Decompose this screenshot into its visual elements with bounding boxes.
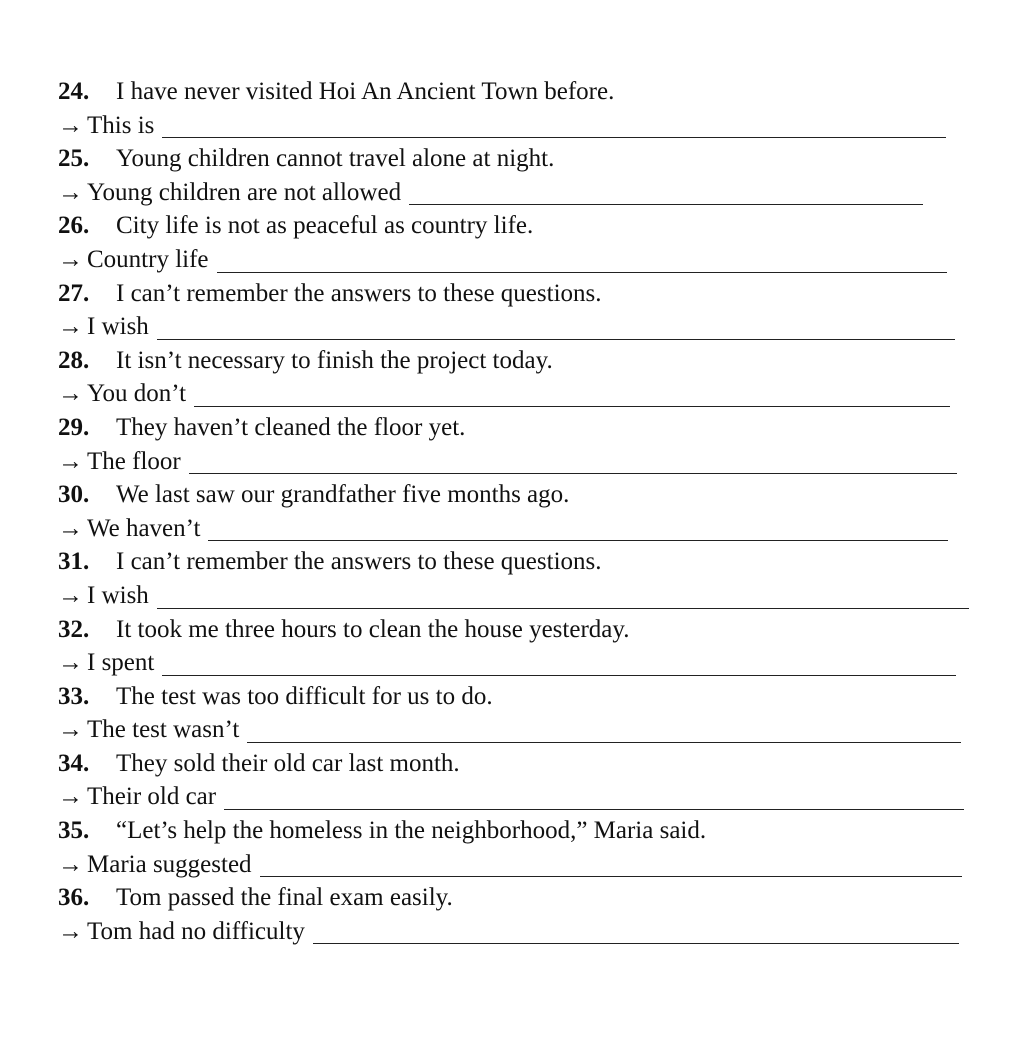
arrow-icon: → xyxy=(58,178,83,206)
question-number: 27. xyxy=(58,279,90,307)
question-33 xyxy=(58,680,988,747)
question-line xyxy=(58,478,988,512)
question-sentence: Young children cannot travel alone at night. xyxy=(116,145,555,173)
question-number: 29. xyxy=(58,413,90,441)
worksheet xyxy=(58,75,988,948)
question-sentence: I can’t remember the answers to these questions. xyxy=(116,548,602,576)
question-sentence: They haven’t cleaned the floor yet. xyxy=(116,413,466,441)
question-sentence: Tom passed the final exam easily. xyxy=(116,884,453,912)
answer-prompt: I wish xyxy=(87,313,149,341)
arrow-icon: → xyxy=(58,649,83,677)
question-line xyxy=(58,814,988,848)
question-line xyxy=(58,209,988,243)
question-sentence: They sold their old car last month. xyxy=(116,749,460,777)
question-number: 24. xyxy=(58,78,90,105)
arrow-icon: → xyxy=(58,111,83,139)
answer-prompt: We haven’t xyxy=(87,514,201,542)
question-31 xyxy=(58,545,988,612)
question-25 xyxy=(58,142,988,209)
question-number: 32. xyxy=(58,615,90,643)
question-number: 35. xyxy=(58,817,90,845)
answer-line xyxy=(58,512,988,546)
answer-line xyxy=(58,243,988,277)
answer-line xyxy=(58,713,988,747)
answer-blank[interactable] xyxy=(162,113,946,138)
answer-line xyxy=(58,915,988,949)
answer-prompt: Young children are not allowed xyxy=(87,178,402,206)
question-line xyxy=(58,277,988,311)
arrow-icon: → xyxy=(58,783,83,811)
question-sentence: I can’t remember the answers to these questions. xyxy=(116,279,602,307)
answer-line xyxy=(58,377,988,411)
arrow-icon: → xyxy=(58,514,83,542)
arrow-icon: → xyxy=(58,313,83,341)
answer-line xyxy=(58,579,988,613)
question-line xyxy=(58,747,988,781)
question-line xyxy=(58,142,988,176)
question-sentence: We last saw our grandfather five months ago. xyxy=(116,481,570,509)
answer-prompt: You don’t xyxy=(87,380,187,408)
arrow-icon: → xyxy=(58,447,83,475)
answer-line xyxy=(58,310,988,344)
question-36 xyxy=(58,881,988,948)
question-number: 30. xyxy=(58,481,90,509)
arrow-icon: → xyxy=(58,850,83,878)
question-sentence: City life is not as peaceful as country life. xyxy=(116,212,534,240)
answer-line xyxy=(58,445,988,479)
answer-blank[interactable] xyxy=(194,382,950,407)
question-number: 28. xyxy=(58,346,90,374)
question-line xyxy=(58,75,988,109)
question-35 xyxy=(58,814,988,881)
answer-blank[interactable] xyxy=(157,584,969,609)
answer-blank[interactable] xyxy=(313,919,959,944)
arrow-icon: → xyxy=(58,380,83,408)
answer-blank[interactable] xyxy=(409,180,923,205)
question-number: 26. xyxy=(58,212,90,240)
arrow-icon: → xyxy=(58,716,83,744)
question-sentence: “Let’s help the homeless in the neighborhood,” Maria said. xyxy=(116,817,707,845)
question-sentence: It isn’t necessary to finish the project today. xyxy=(116,346,553,374)
question-line xyxy=(58,881,988,915)
arrow-icon: → xyxy=(58,917,83,945)
question-34 xyxy=(58,747,988,814)
answer-blank[interactable] xyxy=(217,248,947,273)
answer-blank[interactable] xyxy=(157,315,955,340)
question-number: 25. xyxy=(58,145,90,173)
answer-blank[interactable] xyxy=(260,852,962,877)
question-sentence: I have never visited Hoi An Ancient Town before. xyxy=(116,78,615,105)
question-32 xyxy=(58,613,988,680)
question-24 xyxy=(58,75,988,142)
answer-line xyxy=(58,646,988,680)
arrow-icon: → xyxy=(58,581,83,609)
question-line xyxy=(58,545,988,579)
question-sentence: It took me three hours to clean the house yesterday. xyxy=(116,615,630,643)
answer-blank[interactable] xyxy=(224,785,964,810)
question-27 xyxy=(58,277,988,344)
question-number: 31. xyxy=(58,548,90,576)
question-number: 33. xyxy=(58,682,90,710)
question-28 xyxy=(58,344,988,411)
question-line xyxy=(58,344,988,378)
answer-prompt: This is xyxy=(87,111,155,139)
question-number: 34. xyxy=(58,749,90,777)
answer-line xyxy=(58,176,988,210)
answer-prompt: I wish xyxy=(87,581,149,609)
answer-blank[interactable] xyxy=(247,718,961,743)
answer-blank[interactable] xyxy=(162,651,956,676)
question-line xyxy=(58,411,988,445)
question-26 xyxy=(58,209,988,276)
answer-line xyxy=(58,109,988,143)
arrow-icon: → xyxy=(58,245,83,273)
answer-line xyxy=(58,780,988,814)
answer-line xyxy=(58,848,988,882)
question-29 xyxy=(58,411,988,478)
question-30 xyxy=(58,478,988,545)
question-line xyxy=(58,613,988,647)
answer-blank[interactable] xyxy=(208,516,948,541)
answer-prompt: The floor xyxy=(87,447,181,475)
answer-prompt: I spent xyxy=(87,649,155,677)
answer-prompt: The test wasn’t xyxy=(87,716,240,744)
question-number: 36. xyxy=(58,884,90,912)
question-line xyxy=(58,680,988,714)
answer-prompt: Tom had no difficulty xyxy=(87,917,305,945)
question-sentence: The test was too difficult for us to do. xyxy=(116,682,493,710)
answer-prompt: Maria suggested xyxy=(87,850,252,878)
answer-blank[interactable] xyxy=(189,449,957,474)
answer-prompt: Their old car xyxy=(87,783,217,811)
answer-prompt: Country life xyxy=(87,245,209,273)
